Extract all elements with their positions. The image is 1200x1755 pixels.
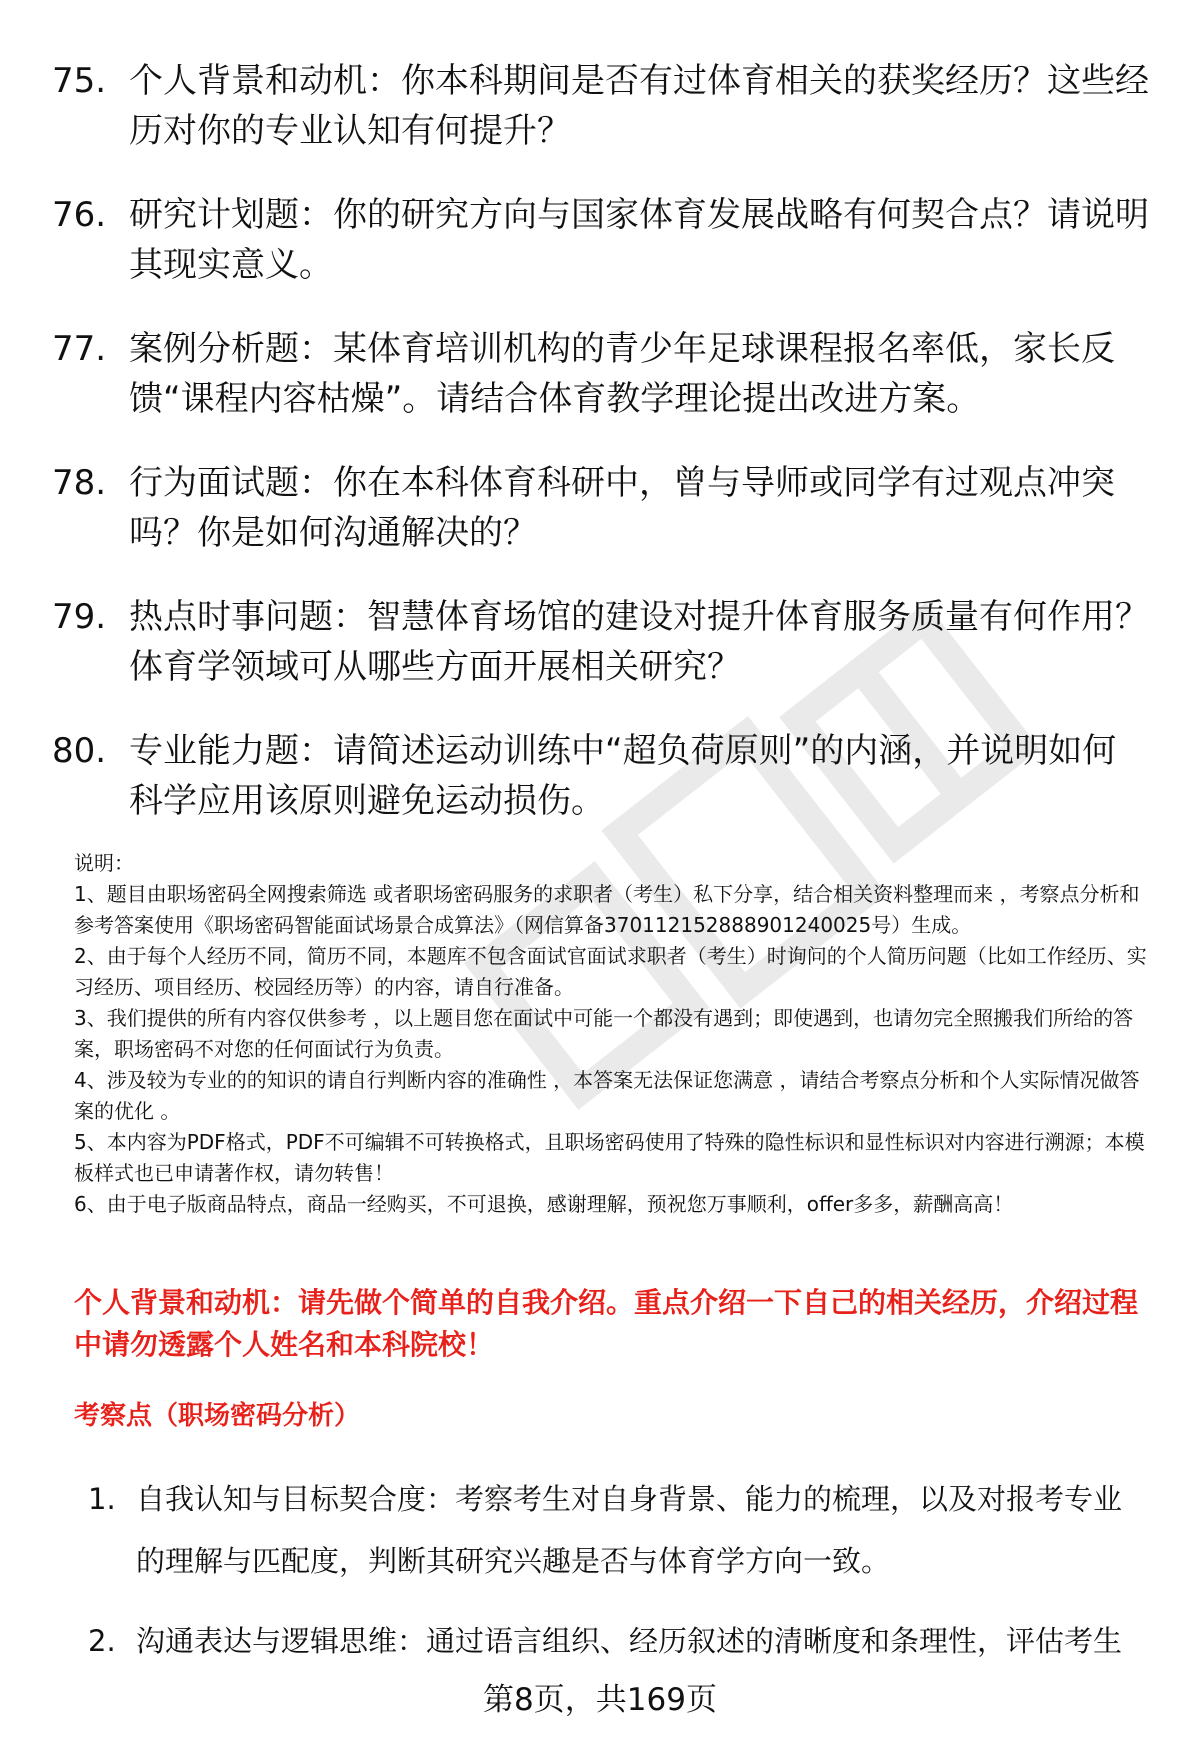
analysis-list (80, 1468, 1160, 1690)
note-item: 5、本内容为PDF格式，PDF不可编辑不可转换格式，且职场密码使用了特殊的隐性标识和显性标识对内容进行溯源；本模板样式也已申请著作权，请勿转售！ (74, 1130, 1145, 1185)
question-number: 75. (52, 61, 107, 101)
analysis-text: 沟通表达与逻辑思维：通过语言组织、经历叙述的清晰度和条理性，评估考生 (136, 1624, 1123, 1658)
analysis-text: 自我认知与目标契合度：考察考生对自身背景、能力的梳理，以及对报考专业的理解与匹配度，判断其研究兴趣是否与体育学方向一致。 (136, 1482, 1123, 1578)
question-item (52, 592, 1152, 692)
notes-title: 说明： (74, 851, 134, 875)
analysis-number: 1. (88, 1482, 116, 1516)
question-number: 77. (52, 329, 107, 369)
question-item (52, 56, 1152, 156)
highlight-question: 个人背景和动机：请先做个简单的自我介绍。重点介绍一下自己的相关经历，介绍过程中请勿透露个人姓名和本科院校！ (74, 1286, 1139, 1361)
question-item (52, 726, 1152, 826)
question-text: 专业能力题：请简述运动训练中“超负荷原则”的内涵，并说明如何科学应用该原则避免运动损伤。 (129, 731, 1117, 821)
question-number: 80. (52, 731, 107, 771)
question-text: 个人背景和动机：你本科期间是否有过体育相关的获奖经历？这些经历对你的专业认知有何提升？ (129, 61, 1149, 151)
question-number: 78. (52, 463, 107, 503)
question-item (52, 324, 1152, 424)
question-item (52, 458, 1152, 558)
note-item: 1、题目由职场密码全网搜索筛选 或者职场密码服务的求职者（考生）私下分享，结合相关资料整理而来 ，考察点分析和参考答案使用《职场密码智能面试场景合成算法》（网信算备370112152888901240025号）生成。 (74, 882, 1140, 937)
question-text: 案例分析题：某体育培训机构的青少年足球课程报名率低，家长反馈“课程内容枯燥”。请结合体育教学理论提出改进方案。 (129, 329, 1115, 419)
page-footer: 第8页，共169页 (483, 1682, 717, 1718)
analysis-item (80, 1610, 1160, 1672)
question-item (52, 190, 1152, 290)
analysis-title: 考察点（职场密码分析） (74, 1401, 361, 1431)
note-item: 3、我们提供的所有内容仅供参考 ，以上题目您在面试中可能一个都没有遇到；即使遇到，也请勿完全照搬我们所给的答案，职场密码不对您的任何面试行为负责。 (74, 1006, 1134, 1061)
note-item: 6、由于电子版商品特点，商品一经购买，不可退换，感谢理解，预祝您万事顺利，offer多多，薪酬高高！ (74, 1192, 1014, 1216)
question-text: 研究计划题：你的研究方向与国家体育发展战略有何契合点？请说明其现实意义。 (129, 195, 1149, 285)
question-text: 行为面试题：你在本科体育科研中，曾与导师或同学有过观点冲突吗？你是如何沟通解决的？ (129, 463, 1115, 553)
note-item: 4、涉及较为专业的的知识的请自行判断内容的准确性 ，本答案无法保证您满意 ，请结合考察点分析和个人实际情况做答案的优化 。 (74, 1068, 1140, 1123)
question-list (52, 56, 1152, 860)
analysis-item (80, 1468, 1160, 1592)
question-number: 79. (52, 597, 107, 637)
question-text: 热点时事问题：智慧体育场馆的建设对提升体育服务质量有何作用？体育学领域可从哪些方面开展相关研究？ (129, 597, 1149, 687)
notes-section (74, 848, 1159, 1220)
note-item: 2、由于每个人经历不同，简历不同，本题库不包含面试官面试求职者（考生）时询问的个人简历问题（比如工作经历、实习经历、项目经历、校园经历等）的内容，请自行准备。 (74, 944, 1147, 999)
question-number: 76. (52, 195, 107, 235)
analysis-number: 2. (88, 1624, 116, 1658)
